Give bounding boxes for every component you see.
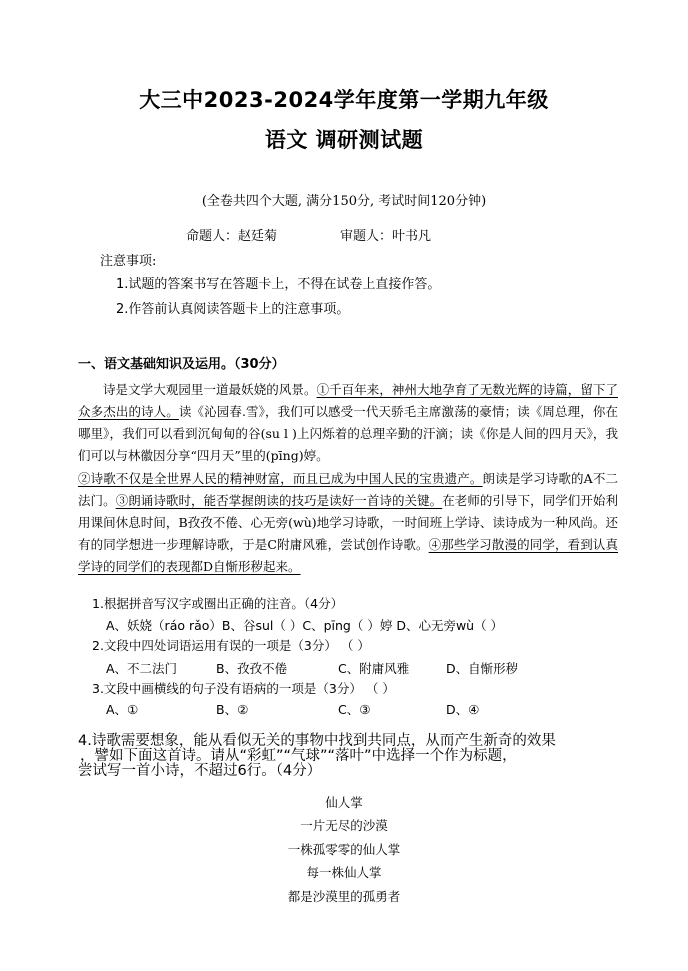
question-3-stem: 3.文段中画横线的句子没有语病的一项是（3分） （ ） [92,681,395,696]
question-2-option-c: C、附庸风雅 [338,661,410,676]
question-2-stem: 2.文段中四处词语运用有误的一项是（3分） （ ） [92,638,370,653]
question-2-option-b: B、孜孜不倦 [216,661,288,676]
passage-text: 读《沁园春.雪》，我们可以感受一代天骄毛主席激荡的豪情；读《周总理，你在哪里》，我们可以看到沉甸甸的谷(su l )上闪烁着的总理辛勤的汗滴；读《你是人间的四月天》，我们可以与林徽因分享“四月天”里的(pīng)婷。 [78,404,618,463]
passage-paragraph-2 [78,468,618,578]
passage-text: 朗读是学习诗歌的A不二法门。 [78,471,618,508]
question-3-option-c: C、③ [338,702,371,717]
question-4-line-2: ，譬如下面这首诗。请从“彩虹”“气球”“落叶”中选择一个作为标题， [80,748,517,764]
note-item-2: 2.作答前认真阅读答题卡上的注意事项。 [116,302,350,317]
question-2-option-d: D、自惭形秽 [446,661,519,676]
poem-line-2: 一株孤零零的仙人掌 [287,842,401,857]
question-3-option-b: B、② [216,702,249,717]
underlined-sentence-1: ①千百年来，神州大地孕育了无数光辉的诗篇，留下了众多杰出的诗人。 [78,382,618,419]
poem-line-3: 每一株仙人掌 [306,865,382,880]
notes-heading: 注意事项: [100,254,157,269]
underlined-sentence-4: ④那些学习散漫的同学，看到认真学诗的同学们的表现都D自惭形秽起来。 [78,537,618,574]
exam-subtitle: 语文 调研测试题 [264,128,424,152]
question-4-line-1: 4.诗歌需要想象，能从看似无关的事物中找到共同点，从而产生新奇的效果 [78,733,556,749]
underlined-sentence-3: ③朗诵诗歌时，能否掌握朗读的技巧是读好一首诗的关键。 [115,493,443,508]
question-3-option-d: D、④ [446,702,480,717]
exam-title: 大三中2023-2024学年度第一学期九年级 [139,88,549,112]
setter: 命题人：赵廷菊 [186,229,278,244]
poem-line-1: 一片无尽的沙漠 [300,818,388,833]
question-3-option-a: A、① [106,702,139,717]
exam-info: (全卷共四个大题, 满分150分, 考试时间120分钟) [201,194,487,209]
poem-title: 仙人掌 [325,795,363,810]
section-heading: 一、语文基础知识及运用。（30分） [78,357,285,372]
question-2-option-a: A、不二法门 [106,661,178,676]
passage-paragraph-1 [78,379,618,467]
poem-line-4: 都是沙漠里的孤勇者 [287,889,401,904]
reviewer: 审题人：叶书凡 [340,229,432,244]
question-4-line-3: 尝试写一首小诗，不超过6行。（4分） [78,763,322,779]
underlined-sentence-2: ②诗歌不仅是全世界人民的精神财富，而且已成为中国人民的宝贵遗产。 [78,471,483,486]
passage-text: 在老师的引导下，同学们开始利用课间休息时间，B孜孜不倦、心无旁(wù)地学习诗歌，一时间班上学诗、读诗成为一种风尚。还有的同学想进一步理解诗歌，于是C附庸风雅，尝试创作诗歌。 [78,493,618,552]
passage-text: 诗是文学大观园里一道最妖娆的风景。 [103,382,317,397]
question-1-options: A、妖娆（ráo rǎo）B、谷sul（ ）C、pīng（ ）婷 D、心无旁wù（ ） [106,618,504,633]
question-1-stem: 1.根据拼音写汉字或圈出正确的注音。（4分） [92,596,344,611]
note-item-1: 1.试题的答案书写在答题卡上，不得在试卷上直接作答。 [116,277,441,292]
